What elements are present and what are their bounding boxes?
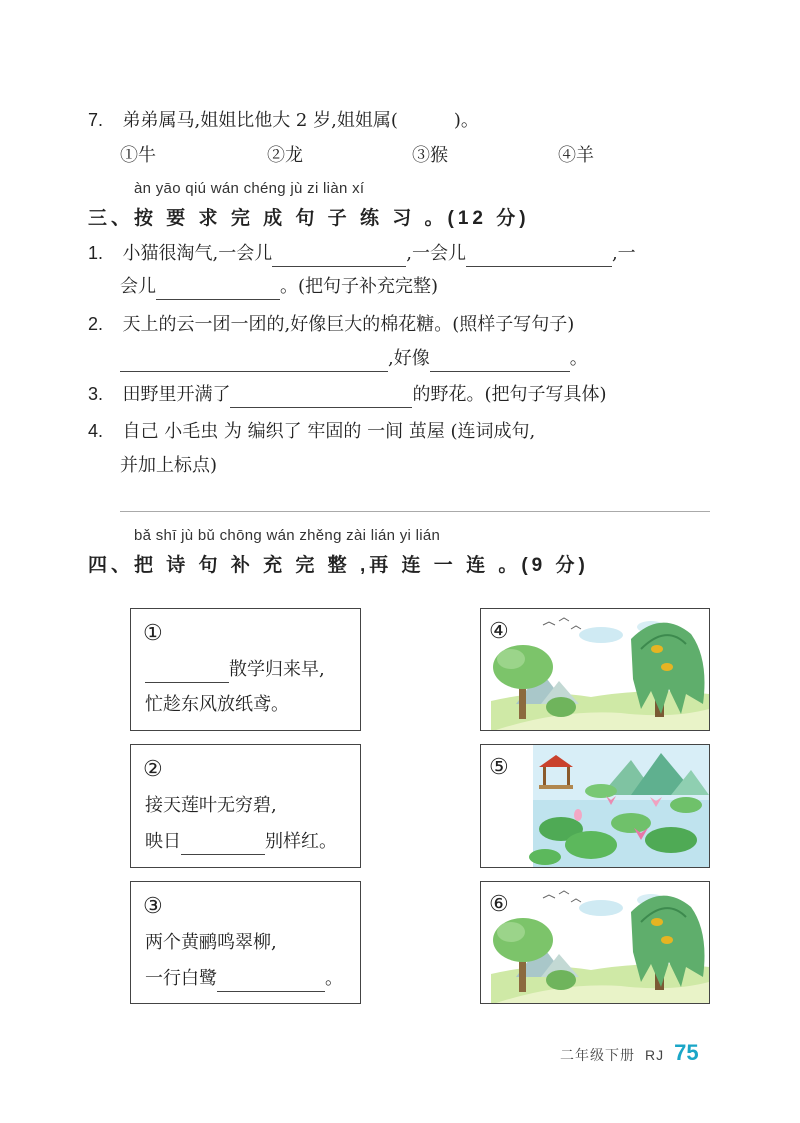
- poem-number: ①: [143, 621, 163, 646]
- poem-text: 一行白鹭: [145, 968, 217, 989]
- section4-title: 四、把 诗 句 补 充 完 整 ,再 连 一 连 。(9 分): [88, 555, 589, 576]
- question-7: [88, 107, 479, 134]
- answer-blank[interactable]: [466, 246, 612, 267]
- question-text: 弟弟属马,姐姐比他大 2 岁,姐姐属(: [122, 110, 398, 131]
- page-footer: [560, 1040, 699, 1066]
- item-number: 2.: [88, 314, 104, 334]
- poem-line-2: [145, 966, 343, 992]
- poem-text: 散学归来早,: [229, 659, 325, 680]
- s3-item-1: [88, 240, 636, 267]
- section3-pinyin: àn yāo qiú wán chéng jù zi liàn xí: [134, 180, 365, 197]
- poem-line-1: [145, 657, 325, 683]
- item-text: 的野花。(把句子写具体): [412, 384, 607, 405]
- poem-blank[interactable]: [181, 834, 265, 855]
- item-text: 小猫很淘气,一会儿: [122, 243, 273, 264]
- item-text: ,好像: [388, 348, 430, 369]
- s3-item-3: [88, 381, 607, 408]
- poem-line-2: 忙趁东风放纸鸢。: [145, 694, 289, 715]
- page-number: 75: [674, 1040, 699, 1065]
- poem-box-1[interactable]: [130, 608, 361, 731]
- item-text: 。(把句子补充完整): [280, 276, 439, 297]
- picture-box-4[interactable]: [480, 608, 710, 731]
- poem-box-2[interactable]: [130, 744, 361, 868]
- poem-blank[interactable]: [217, 971, 325, 992]
- poem-blank[interactable]: [145, 662, 229, 683]
- poem-line-2: [145, 829, 337, 855]
- answer-blank[interactable]: [156, 279, 280, 300]
- picture-number: ④: [489, 619, 509, 644]
- picture-number: ⑥: [489, 892, 509, 917]
- item-number: 3.: [88, 384, 104, 404]
- s3-item-2: [88, 311, 574, 338]
- item-number: 4.: [88, 421, 104, 441]
- poem-text: 别样红。: [265, 831, 337, 852]
- picture-box-5[interactable]: [480, 744, 710, 868]
- poem-number: ③: [143, 894, 163, 919]
- question-number: 7.: [88, 110, 104, 130]
- item-number: 1.: [88, 243, 104, 263]
- answer-blank[interactable]: [120, 351, 388, 372]
- poem-line-1: 两个黄鹂鸣翠柳,: [145, 932, 277, 953]
- section4-pinyin: bǎ shī jù bǔ chōng wán zhěng zài lián yi lián: [134, 527, 441, 544]
- answer-blank[interactable]: [272, 246, 406, 267]
- item-text: ,一: [611, 243, 636, 264]
- answer-line[interactable]: [120, 511, 710, 512]
- item-text: 。: [569, 348, 588, 369]
- poem-text: 映日: [145, 831, 181, 852]
- poem-box-3[interactable]: [130, 881, 361, 1004]
- picture-number: ⑤: [489, 755, 509, 780]
- s3-item-4: [88, 418, 535, 445]
- willow-orioles-illustration: [481, 882, 709, 1003]
- edition-label: RJ: [645, 1047, 665, 1063]
- item-text: ,一会儿: [406, 243, 466, 264]
- option-2[interactable]: ②龙: [267, 145, 303, 166]
- s3-item-2-line2: [120, 346, 588, 372]
- option-3[interactable]: ③猴: [412, 145, 448, 166]
- poem-number: ②: [143, 757, 163, 782]
- option-1[interactable]: ①牛: [120, 145, 156, 166]
- section3-title: 三、按 要 求 完 成 句 子 练 习 。(12 分): [88, 208, 530, 229]
- item-text: 会儿: [120, 276, 156, 297]
- picture-box-6[interactable]: [480, 881, 710, 1004]
- question-text-end: )。: [453, 110, 479, 131]
- lotus-pond-illustration: [481, 745, 709, 867]
- willow-orioles-illustration: [481, 609, 709, 730]
- grade-label: 二年级下册: [560, 1047, 635, 1063]
- s3-item-1-line2: [120, 274, 438, 300]
- poem-line-1: 接天莲叶无穷碧,: [145, 795, 277, 816]
- answer-blank[interactable]: [430, 351, 570, 372]
- option-4[interactable]: ④羊: [558, 145, 594, 166]
- item-text: 田野里开满了: [122, 384, 231, 405]
- s3-item-4-line2: 并加上标点): [120, 455, 218, 476]
- answer-blank[interactable]: [230, 387, 412, 408]
- item-text: 天上的云一团一团的,好像巨大的棉花糖。(照样子写句子): [122, 314, 575, 335]
- poem-text: 。: [325, 968, 343, 989]
- item-text: 自己 小毛虫 为 编织了 牢固的 一间 茧屋 (连词成句,: [122, 421, 536, 442]
